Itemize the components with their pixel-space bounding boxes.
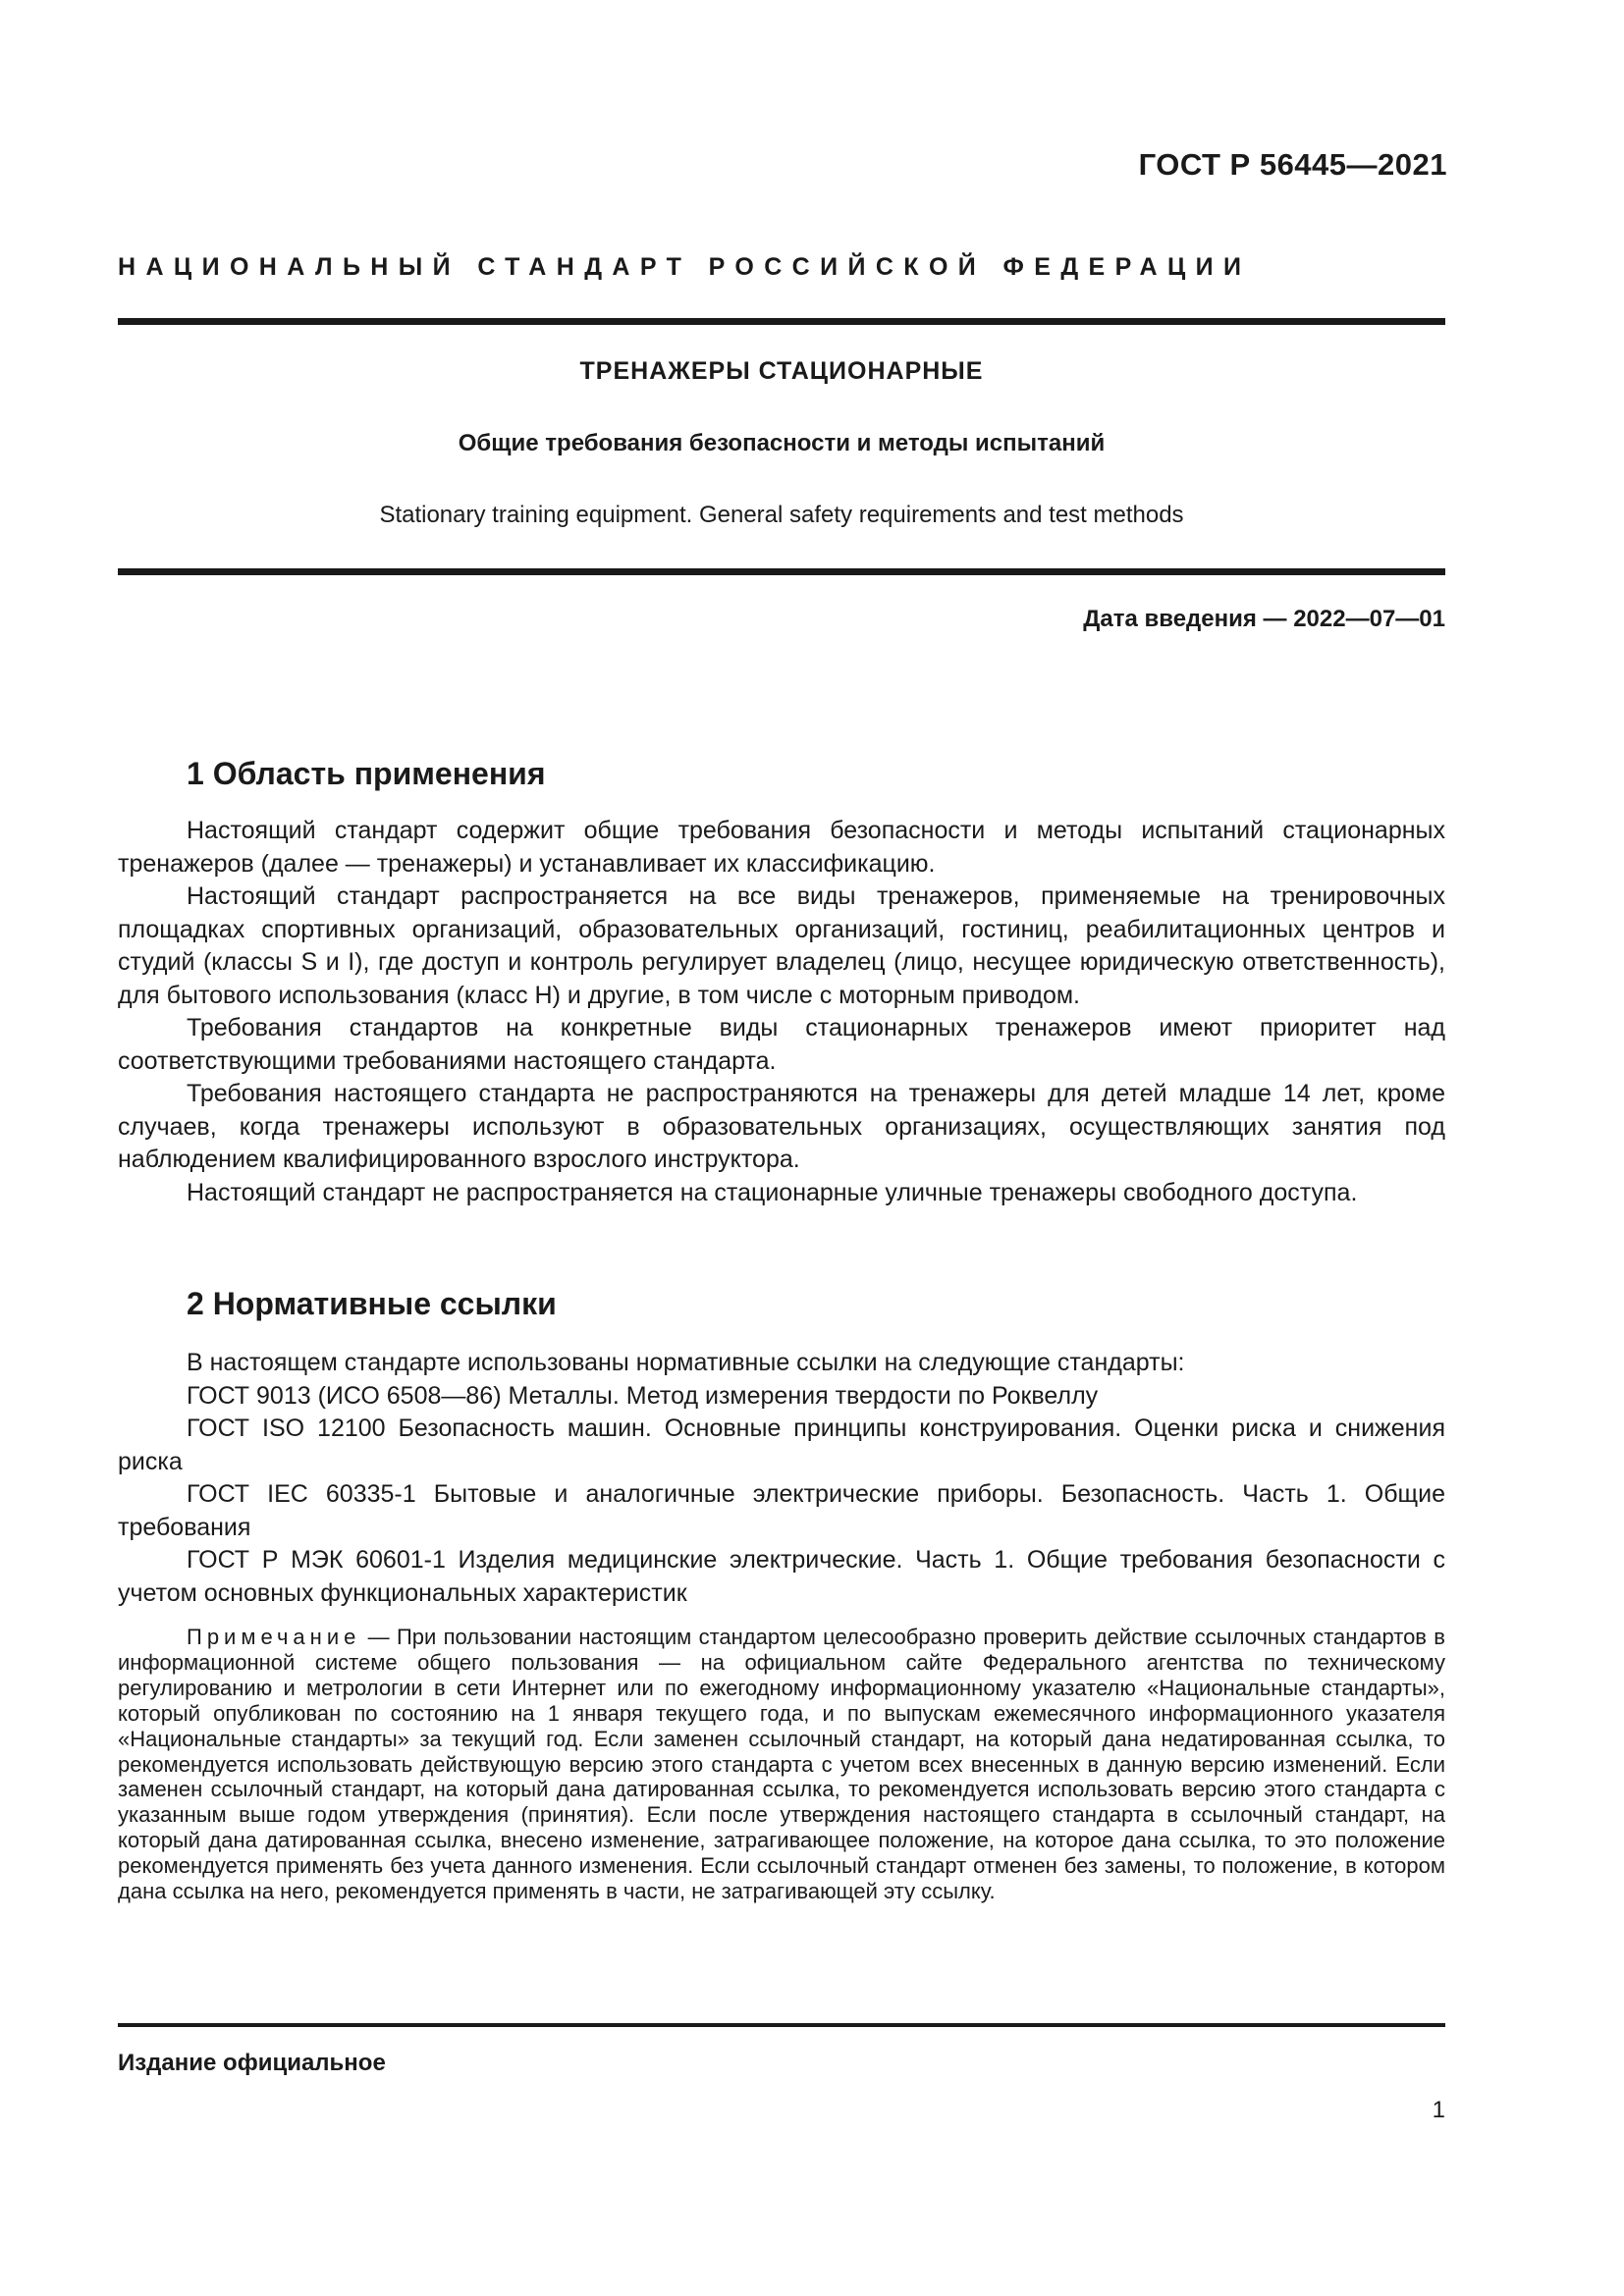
normative-reference-item: ГОСТ ISO 12100 Безопасность машин. Основные принципы конструирования. Оценки риска и снижения риска: [118, 1415, 1445, 1475]
header-divider: [118, 318, 1445, 325]
section-1-paragraph: Требования настоящего стандарта не распространяются на тренажеры для детей младше 14 лет, кроме случаев, когда тренажеры используют в образовательных организациях, осуществляющих занятия под наблюдением квалифицированного взрослого инструктора.: [118, 1080, 1445, 1173]
document-title-english: Stationary training equipment. General safety requirements and test methods: [379, 502, 1184, 528]
document-number: ГОСТ Р 56445—2021: [1138, 147, 1447, 182]
normative-reference-item: ГОСТ Р МЭК 60601-1 Изделия медицинские электрические. Часть 1. Общие требования безопасности с учетом основных функциональных характеристик: [118, 1546, 1445, 1607]
section-1-paragraph: Требования стандартов на конкретные виды стационарных тренажеров имеют приоритет над соответствующими требованиями настоящего стандарта.: [118, 1014, 1445, 1075]
section-1-body: [118, 815, 1445, 1209]
section-2-paragraph: В настоящем стандарте использованы нормативные ссылки на следующие стандарты:: [187, 1349, 1185, 1376]
note-text: — При пользовании настоящим стандартом целесообразно проверить действие ссылочных стандартов в информационной системе общего пользования — на официальном сайте Федерального агентства по техническому регулированию и метрологии в сети Интернет или по ежегодному информационному указателю «Национальные стандарты», который опубликован по состоянию на 1 января текущего года, и по выпускам ежемесячного информационного указателя «Национальные стандарты» за текущий год. Если заменен ссылочный стандарт, на который дана недатированная ссылка, то рекомендуется использовать действующую версию этого стандарта с учетом всех внесенных в данную версию изменений. Если заменен ссылочный стандарт, на который дана датированная ссылка, то рекомендуется использовать версию этого стандарта с указанным выше годом утверждения (принятия). Если после утверждения настоящего стандарта в ссылочный стандарт, на который дана датированная ссылка, внесено изменение, затрагивающее положение, на которое дана ссылка, то это положение рекомендуется применять без учета данного изменения. Если ссылочный стандарт отменен без замены, то положение, в котором дана ссылка на него, рекомендуется применять в части, не затрагивающей эту ссылку.: [118, 1625, 1445, 1904]
section-1-paragraph: Настоящий стандарт распространяется на все виды тренажеров, применяемые на тренировочных площадках спортивных организаций, образовательных организаций, гостиниц, реабилитационных центров и студий (классы S и I), где доступ и контроль регулирует владелец (лицо, несущее юридическую ответственность), для бытового использования (класс H) и другие, в том числе с моторным приводом.: [118, 882, 1445, 1009]
section-1-paragraph: Настоящий стандарт содержит общие требования безопасности и методы испытаний стационарных тренажеров (далее — тренажеры) и устанавливает их классификацию.: [118, 817, 1445, 878]
footer-divider: [118, 2023, 1445, 2027]
introduction-date: Дата введения — 2022—07—01: [1083, 606, 1445, 632]
national-standard-header: НАЦИОНАЛЬНЫЙ СТАНДАРТ РОССИЙСКОЙ ФЕДЕРАЦИИ: [118, 253, 1252, 281]
note-paragraph: [118, 1625, 1445, 1904]
note-block: [118, 1625, 1445, 1904]
section-2-body: [118, 1347, 1445, 1610]
normative-reference-item: ГОСТ 9013 (ИСО 6508—86) Металлы. Метод измерения твердости по Роквеллу: [187, 1381, 1099, 1410]
document-subtitle: Общие требования безопасности и методы испытаний: [458, 430, 1106, 456]
title-divider: [118, 568, 1445, 575]
section-1-heading: 1 Область применения: [187, 756, 546, 791]
edition-label: Издание официальное: [118, 2050, 386, 2076]
note-label: Примечание: [187, 1625, 361, 1649]
page-number: 1: [1432, 2097, 1445, 2123]
section-2-heading: 2 Нормативные ссылки: [187, 1286, 557, 1321]
normative-reference-item: ГОСТ IEC 60335-1 Бытовые и аналогичные электрические приборы. Безопасность. Часть 1. Общие требования: [118, 1480, 1445, 1541]
document-title: ТРЕНАЖЕРЫ СТАЦИОНАРНЫЕ: [579, 357, 984, 385]
section-1-paragraph: Настоящий стандарт не распространяется на стационарные уличные тренажеры свободного доступа.: [187, 1178, 1358, 1206]
